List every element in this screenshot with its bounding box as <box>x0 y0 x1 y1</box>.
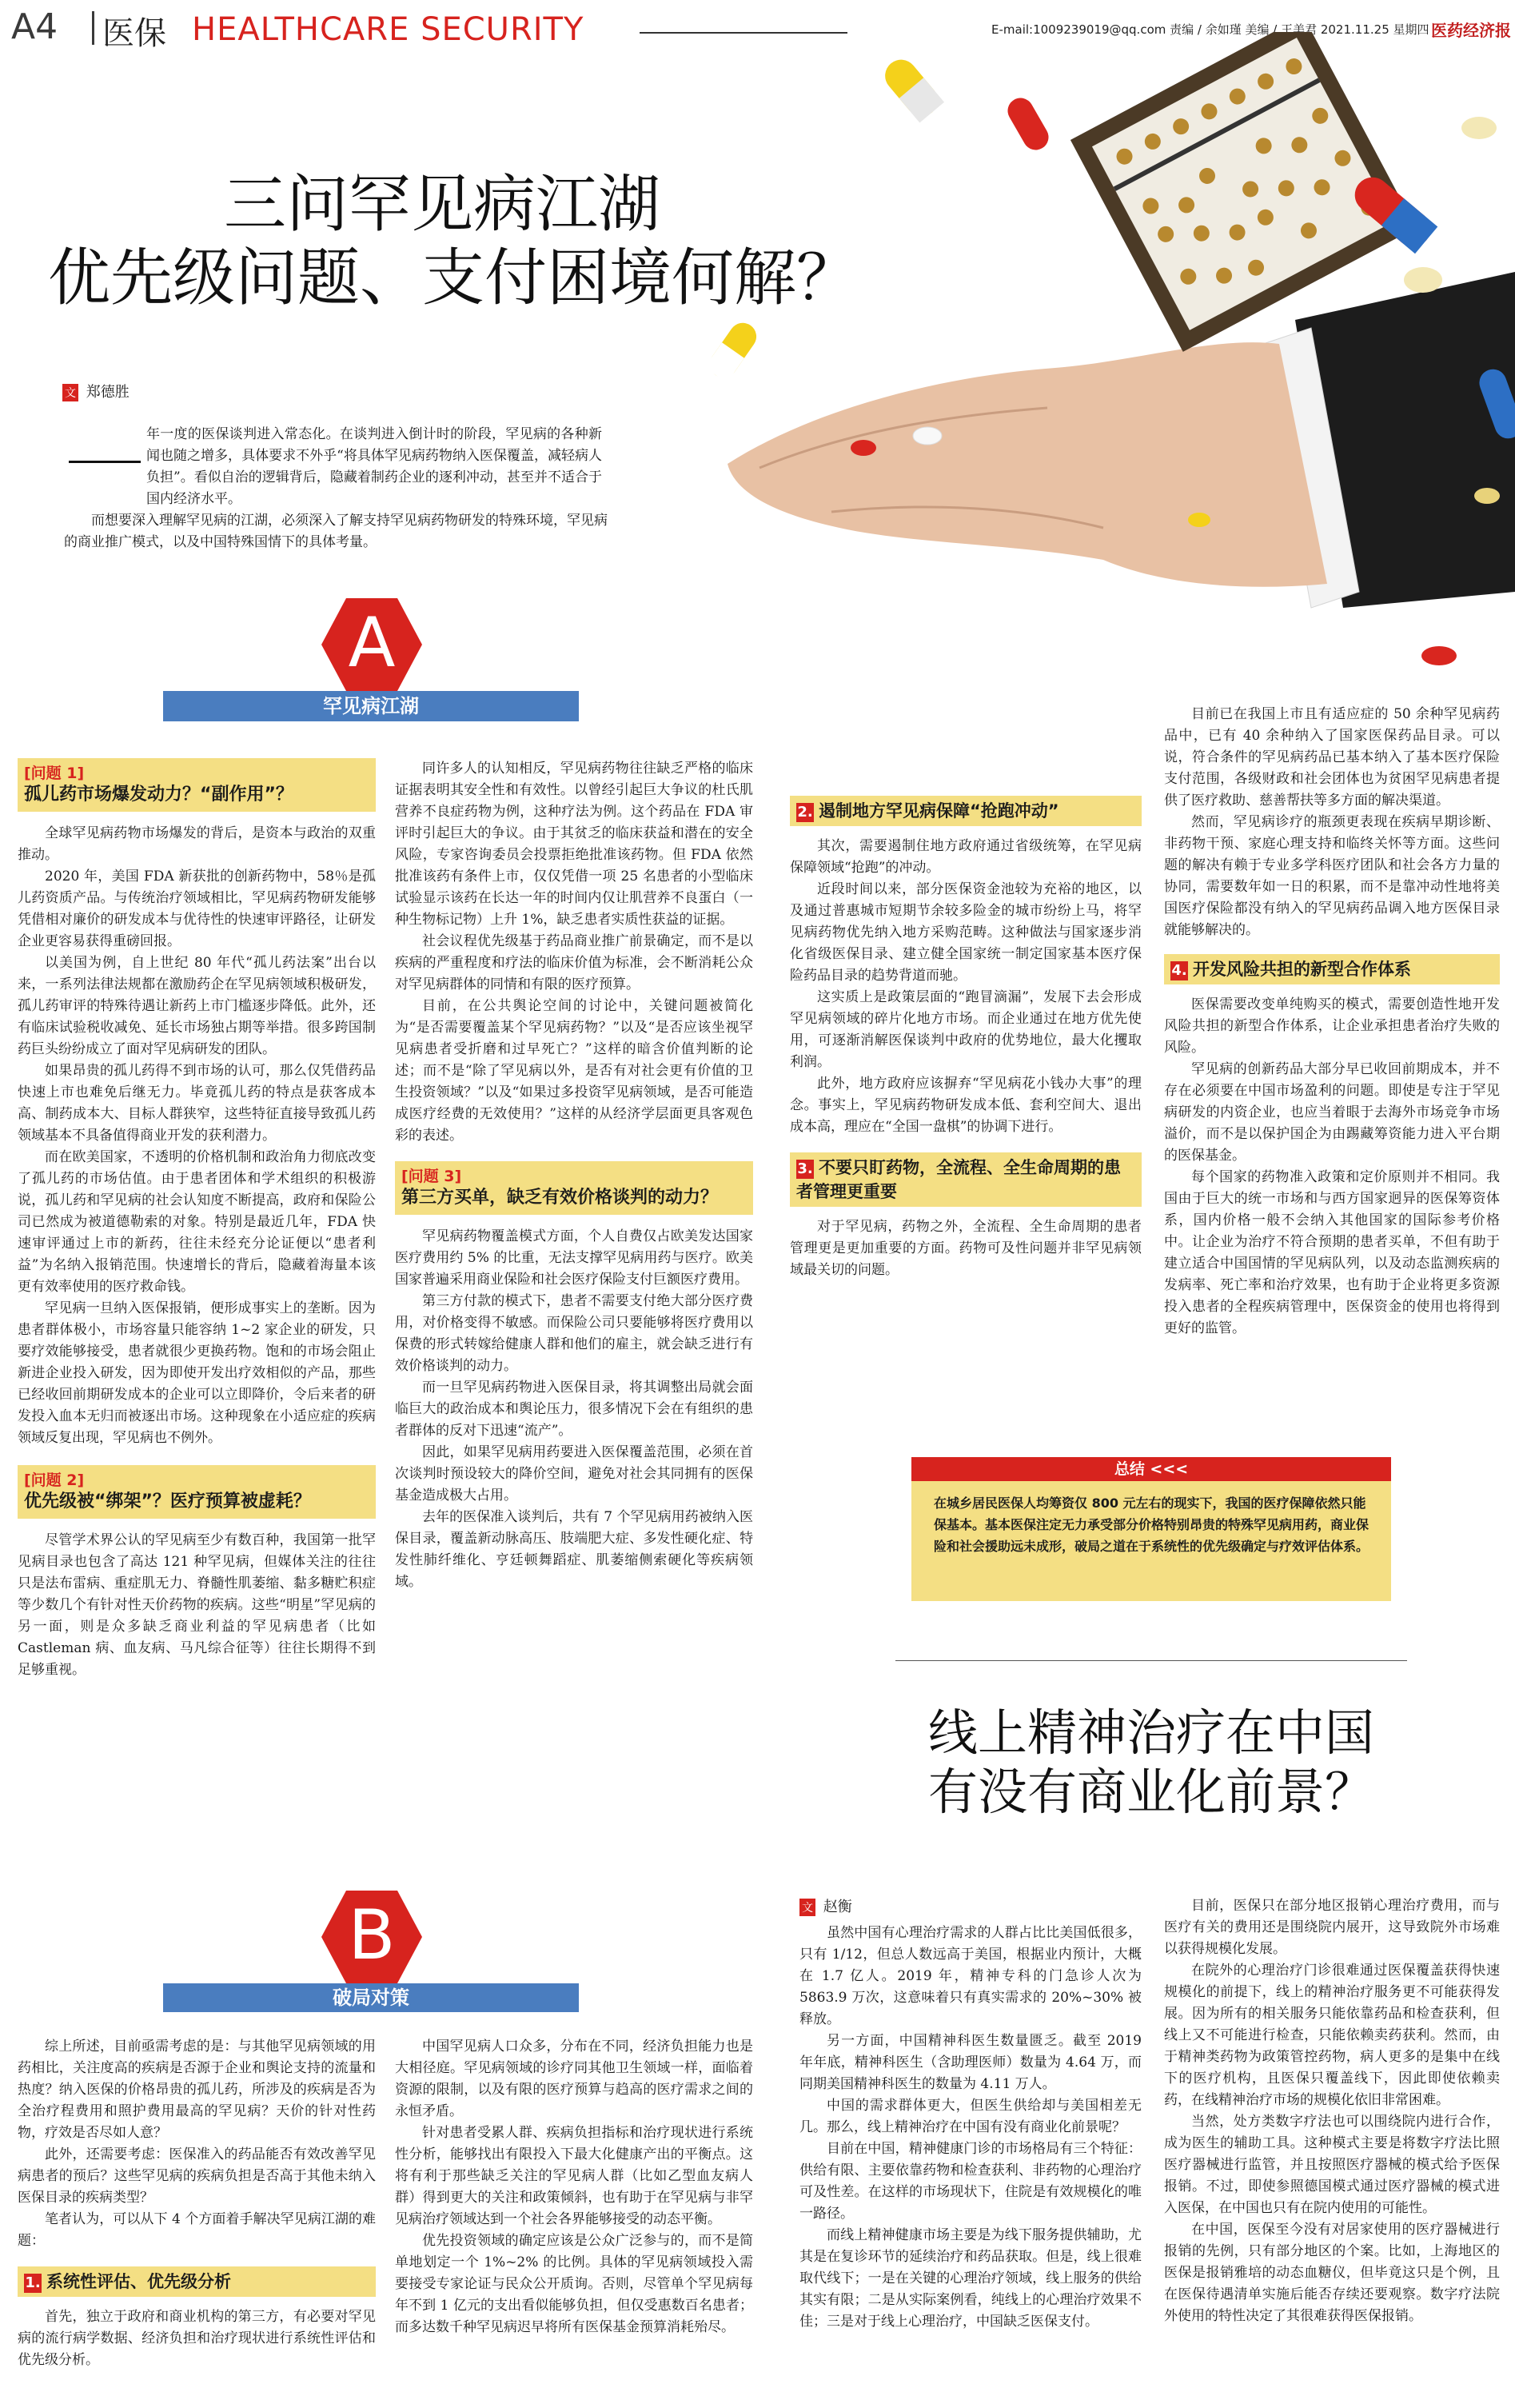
column-1 <box>18 758 376 1703</box>
question-2-text-part: 尽管学术界公认的罕见病至少有数百种，我国第一批罕见病目录也包含了高达 121 种罕见病，但媒体关注的往往只是法布雷病、重症肌无力、脊髓性肌萎缩、黏多糖贮积症等少数几个有针对性天价药物的疾病。这些“明星”罕见病的另一面，则是众多缺乏商业利益的罕见病患者（比如 Castleman 病、血友病、马凡综合征等）往往长期得不到足够重视。 <box>18 1532 376 1678</box>
question-2-text-cont: 同许多人的认知相反，罕见病药物往往缺乏严格的临床证据表明其安全性和有效性。以曾经引起巨大争议的杜氏肌营养不良症药物为例，这种疗法为例。这个药品在 FDA 审评时引起巨大的争议。由于其贫乏的临床获益和潜在的安全风险，专家咨询委员会投票拒绝批准该药物。但 FDA 依然批准该药有条件上市，仅仅凭借一项 25 名患者的小型临床试验显示该药在长达一年的时间内仅让肌营养不良蛋白（一种生物标记物）上升 1%，缺乏患者实质性获益的证据。 社会议程优先级基于药品商业推广前景确定，而不是以疾病的严重程度和疗法的临床价值为标准，会不断消耗公众对罕见病群体的同情和有限的医疗预算。 目前，在公共舆论空间的讨论中，关键问题被简化为“是否需要覆盖某个罕见病药物？”以及“是否应该坐视罕见病患者受折磨和过早死亡？”这样的暗含价值判断的论述；而不是“除了罕见病以外，是否有对社会更有价值的卫生投资领域？”以及“如果过多投资罕见病领域，是否可能造成医疗经费的无效使用？”这样的从经济学层面更具客观色彩的表述。 <box>395 761 753 1144</box>
lead-paragraph-2: 而想要深入理解罕见病的江湖，必须深入了解支持罕见病药物研发的特殊环境，罕见病的商业推广模式，以及中国特殊国情下的具体考量。 <box>64 513 608 550</box>
article1-title-line2: 优先级问题、支付困境何解？ <box>48 242 859 314</box>
question-3-label: [问题 3] <box>401 1168 462 1185</box>
solution-4-number: 4. <box>1171 962 1187 979</box>
summary-label: 总结 <<< <box>911 1457 1391 1481</box>
question-2-box <box>18 1465 376 1519</box>
section-b-title-bar: 破局对策 <box>163 1983 579 2012</box>
pill-icon <box>704 317 761 383</box>
question-2-title: 优先级被“绑架”？医疗预算被虚耗？ <box>24 1492 311 1511</box>
author-mark: 文 <box>62 384 78 401</box>
article2-author-mark: 文 <box>799 1899 815 1916</box>
hero-illustration <box>496 32 1515 696</box>
section-a-title-bar: 罕见病江湖 <box>163 691 579 721</box>
column-4 <box>1164 704 1500 1408</box>
article2-byline <box>799 1895 852 1916</box>
section-b-column-1 <box>18 2036 376 2400</box>
question-1-text: 全球罕见病药物市场爆发的背后，是资本与政治的双重推动。 2020 年，美国 FDA 新获批的创新药物中，58％是孤儿药资质产品。与传统治疗领域相比，罕见病药物研发能够凭借相对廉价的研发成本与优待性的快速审评路径，让研发企业更容易获得重磅回报。 以美国为例，自上世纪 80 年代“孤儿药法案”出台以来，一系列法律法规都在激励药企在罕见病领域积极研发，孤儿药审评的特殊待遇让新药上市门槛逐步降低。此外，还有临床试验税收减免、延长市场独占期等举措。很多跨国制药巨头纷纷成立了面对罕见病研发的团队。 如果昂贵的孤儿药得不到市场的认可，那么仅凭借药品快速上市也难免后继无力。毕竟孤儿药的特点是获客成本高、制药成本大、目标人群狭窄，这些特征直接导致孤儿药领域基本不具备值得商业开发的获利潜力。 而在欧美国家，不透明的价格机制和政治角力彻底改变了孤儿药的市场估值。由于患者团体和学术组织的积极游说，孤儿药和罕见病的社会认知度不断提高，政府和保险公司已然成为被道德勒索的对象。特别是最近几年，FDA 快速审评通过上市的新药，往往未经充分论证便以“患者利益”为名纳入报销范围。快速增长的背后，隐藏着海量本该更有效率使用的医疗救命钱。 罕见病一旦纳入医保报销，便形成事实上的垄断。因为患者群体极小，市场容量只能容纳 1~2 家企业的研发，只要疗效能够接受，患者就很少更换药物。饱和的市场会阻止新进企业投入研发，因为即使开发出疗效相似的产品，那些已经收回前期研发成本的企业可以立即降价，令后来者的研发投入血本无归而被逐出市场。这种现象在小适应症的疾病领域反复出现，罕见病也不例外。 <box>18 825 376 1446</box>
section-b-intro: 综上所述，目前亟需考虑的是：与其他罕见病领域的用药相比，关注度高的疾病是否源于企业和舆论支持的流量和热度？纳入医保的价格昂贵的孤儿药，所涉及的疾病是否为全治疗程费用和照护费用最高的罕见病？天价的针对性药物，疗效是否尽如人意？ 此外，还需要考虑：医保准入的药品能否有效改善罕见病患者的预后？这些罕见病的疾病负担是否高于其他未纳入医保目录的疾病类型？ 笔者认为，可以从下 4 个方面着手解决罕见病江湖的难题： <box>18 2039 376 2249</box>
article2-title-line2: 有没有商业化前景？ <box>927 1763 1374 1821</box>
header-meta: E-mail:1009239019@qq.com 责编 / 余如瑾 美编 / 王美君 2021.11.25 星期四 <box>991 22 1429 37</box>
lead-paragraph-1: 年一度的医保谈判进入常态化。在谈判进入倒计时的阶段，罕见病的各种新闻也随之增多，具体要求不外乎“将具体罕见病药物纳入医保覆盖，减轻病人负担”。看似自治的逻辑背后，隐藏着制药企业的逐利冲动，甚至并不适合于国内经济水平。 <box>146 426 602 507</box>
article2-author-name: 赵衡 <box>823 1899 852 1915</box>
paper-logo: 医药经济报 <box>1431 21 1511 40</box>
lead-dash <box>69 461 141 463</box>
article2-title-line1: 线上精神治疗在中国 <box>927 1703 1374 1762</box>
question-2-label: [问题 2] <box>24 1472 85 1489</box>
solution-1-heading <box>18 2266 376 2297</box>
question-3-text: 罕见病药物覆盖模式方面，个人自费仅占欧美发达国家医疗费用约 5% 的比重，无法支撑罕见病用药与医疗。欧美国家普遍采用商业保险和社会医疗保险支付巨额医疗费用。 第三方付款的模式下，患者不需要支付绝大部分医疗费用，对价格变得不敏感。而保险公司只要能够将医疗费用以保费的形式转嫁给健康人群和他们的雇主，就会缺乏进行有效价格谈判的动力。 而一旦罕见病药物进入医保目录，将其调整出局就会面临巨大的政治成本和舆论压力，很多情况下会在有组织的患者群体的反对下迅速“流产”。 因此，如果罕见病用药要进入医保覆盖范围，必须在首次谈判时预设较大的降价空间，避免对社会其同拥有的医保基金造成极大占用。 去年的医保准入谈判后，共有 7 个罕见病用药被纳入医保目录，覆盖新动脉高压、肢端肥大症、多发性硬化症、特发性肺纤维化、亨廷顿舞蹈症、肌萎缩侧索硬化等疾病领域。 <box>395 1228 753 1590</box>
pill-icon <box>1003 94 1054 155</box>
solution-4-title: 开发风险共担的新型合作体系 <box>1193 960 1411 979</box>
section-a-letter: A <box>348 603 396 683</box>
solution-3-number: 3. <box>797 1160 813 1177</box>
question-1-box <box>18 758 376 812</box>
question-3-box <box>395 1161 753 1215</box>
article1-title-line1: 三问罕见病江湖 <box>224 169 661 241</box>
section-b-column-2 <box>395 2036 753 2400</box>
article1-byline <box>62 381 130 401</box>
solution-3-title: 不要只盯药物，全流程、全生命周期的患者管理更重要 <box>796 1158 1121 1201</box>
section-b-letter: B <box>348 1895 396 1975</box>
question-1-label: [问题 1] <box>24 765 85 782</box>
solution-1-number: 1. <box>25 2274 41 2291</box>
article1-title <box>48 168 1007 315</box>
solution-2-number: 2. <box>797 804 813 821</box>
question-1-title: 孤儿药市场爆发动力？“副作用”？ <box>24 785 293 805</box>
header-divider <box>92 11 94 45</box>
article2-top-rule <box>895 1660 1407 1661</box>
pill-icon <box>1404 117 1497 293</box>
solution-1-title: 系统性评估、优先级分析 <box>46 2272 231 2291</box>
solution-3-heading <box>790 1152 1142 1207</box>
hand-icon <box>728 342 1327 587</box>
solution-4-heading <box>1164 954 1500 984</box>
section-name-cn: 医保 <box>102 15 166 52</box>
solution-1-text-part: 首先，独立于政府和商业机构的第三方，有必要对罕见病的流行病学数据、经济负担和治疗现状进行系统性评估和优先级分析。 <box>18 2309 376 2368</box>
solution-2-title: 遏制地方罕见病保障“抢跑冲动” <box>819 801 1059 821</box>
solution-2-heading <box>790 796 1142 826</box>
summary-text: 在城乡居民医保人均筹资仅 800 元左右的现实下，我国的医疗保障依然只能保基本。基本医保注定无力承受部分价格特别昂贵的特殊罕见病用药，商业保险和社会援助远未成形，破局之道在于系统性的优先级确定与疗效评估体系。 <box>934 1496 1369 1554</box>
column-3 <box>790 704 1142 1408</box>
pill-icon <box>879 54 944 123</box>
solution-1-text-cont: 中国罕见病人口众多，分布在不同，经济负担能力也是大相径庭。罕见病领域的诊疗同其他卫生领域一样，面临着资源的限制，以及有限的医疗预算与趋高的医疗需求之间的永恒矛盾。 针对患者受累人群、疾病负担指标和治疗现状进行系统性分析，能够找出有限投入下最大化健康产出的平衡点。这将有利于那些缺乏关注的罕见病人群（比如乙型血友病人群）得到更大的关注和政策倾斜，也有助于在罕见病与非罕见病治疗领域达到一个社会各界能够接受的动态平衡。 优先投资领域的确定应该是公众广泛参与的，而不是简单地划定一个 1%~2% 的比例。具体的罕见病领域投入需要接受专家论证与民众公开质询。否则，尽管单个罕见病每年不到 1 亿元的支出看似能够负担，但仅受惠数百名患者；而多达数千种罕见病迟早将所有医保基金预算消耗殆尽。 <box>395 2039 753 2335</box>
author-name: 郑德胜 <box>86 384 130 401</box>
solution-4-text: 医保需要改变单纯购买的模式，需要创造性地开发风险共担的新型合作体系，让企业承担患者治疗失败的风险。 罕见病的创新药品大部分早已收回前期成本，并不存在必须要在中国市场盈利的问题。即使是专注于罕见病研发的内资企业，也应当着眼于去海外市场竞争市场溢价，而不是以保护国企为由踢藏筹资能力进入平台期的医保基金。 每个国家的药物准入政策和定价原则并不相同。我国由于巨大的统一市场和与西方国家迥异的医保筹资体系，国内价格一般不会纳入其他国家的国际参考价格中。让企业为治疗不符合预期的患者买单，不但有助于建立适合中国国情的罕见病队列，以及动态监测疾病的发病率、死亡率和治疗效果，也有助于企业将更多资源投入患者的全程疾病管理中，医保资金的使用也将得到更好的监管。 <box>1164 996 1500 1336</box>
column-2 <box>395 758 753 1593</box>
article2-column-2: 目前，医保只在部分地区报销心理治疗费用，而与医疗有关的费用还是围绕院内展开，这导致院外市场难以获得规模化发展。 在院外的心理治疗门诊很难通过医保覆盖获得快速规模化的前提下，线上的精神治疗服务更不可能获得发展。因为所有的相关服务只能依靠药品和检查获利，但线上又不可能进行检查，只能依赖卖药获利。然而，由于精神类药物为政策管控药物，病人更多的是集中在线下的医疗机构，且医保只覆盖线下，因此即使依赖卖药，在线精神治疗市场的规模化依旧非常困难。 当然，处方类数字疗法也可以围绕院内进行合作，成为医生的辅助工具。这种模式主要是将数字疗法比照医疗器械进行监管，并且按照医疗器械的模式给予医保报销。不过，即使参照德国模式通过医疗器械的模式进入医保，在中国也只有在院内使用的可能性。 在中国，医保至今没有对居家使用的医疗器械进行报销的先例，只有部分地区的个案。比如，上海地区的医保是报销雅培的动态血糖仪，但毕竟这只是个例，且在医保待遇清单实施后能否存续还要观察。数字疗法院外使用的特性决定了其很难获得医保报销。 <box>1164 1898 1500 2324</box>
article2-title <box>799 1703 1503 1822</box>
article2-column-1: 虽然中国有心理治疗需求的人群占比比美国低很多，只有 1/12，但总人数远高于美国，根据业内预计，大概在 1.7 亿人。2019 年，精神专科的门急诊人次为 5863.9 万次，这意味着只有真实需求的 20%~30% 被释放。 另一方面，中国精神科医生数量匮乏。截至 2019 年年底，精神科医生（含助理医师）数量为 4.64 万，而同期美国精神科医生的数量为 4.11 万人。 中国的需求群体更大，但医生供给却与美国相差无几。那么，线上精神治疗在中国有没有商业化前景呢？ 目前在中国，精神健康门诊的市场格局有三个特征：供给有限、主要依靠药物和检查获利、非药物的心理治疗可及性差。在这样的市场现状下，住院是有效规模化的唯一路径。 而线上精神健康市场主要是为线下服务提供辅助，尤其是在复诊环节的延续治疗和药品获取。但是，线上很难取代线下；一是在关键的心理治疗领域，线上服务的供给其实有限；二是从实际案例看，纯线上的心理治疗效果不佳；三是对于线上心理治疗，中国缺乏医保支付。 <box>799 1925 1142 2330</box>
solution-3-text-part: 对于罕见病，药物之外，全流程、全生命周期的患者管理更是更加重要的方面。药物可及性问题并非罕见病领域最关切的问题。 <box>790 1219 1142 1278</box>
solution-2-text: 其次，需要遏制住地方政府通过省级统筹，在罕见病保障领域“抢跑”的冲动。 近段时间以来，部分医保资金池较为充裕的地区，以及通过普惠城市短期节余较多险金的城市纷纷上马，将罕见病药物优先纳入地方采购范畴。这种做法与国家逐步消化省级医保目录、建立健全国家统一制定国家基本医疗保险药品目录的趋势背道而驰。 这实质上是政策层面的“跑冒滴漏”，发展下去会形成罕见病领域的碎片化地方市场。而企业通过在地方优先使用，可逐渐消解医保谈判中政府的优势地位，最大化攫取利润。 此外，地方政府应该摒弃“罕见病花小钱办大事”的理念。事实上，罕见病药物研发成本低、套利空间大、退出成本高，理应在“全国一盘棋”的协调下进行。 <box>790 838 1142 1135</box>
section-name-en: HEALTHCARE SECURITY <box>192 11 584 48</box>
question-3-title: 第三方买单，缺乏有效价格谈判的动力？ <box>401 1188 719 1208</box>
solution-3-text-cont: 目前已在我国上市且有适应症的 50 余种罕见病药品中，已有 40 余种纳入了国家医保药品目录。可以说，符合条件的罕见病药品已基本纳入了基本医疗保险支付范围，各级财政和社会团体也为贫困罕见病患者提供了医疗救助、慈善帮扶等多方面的解决渠道。 然而，罕见病诊疗的瓶颈更表现在疾病早期诊断、非药物干预、家庭心理支持和临终关怀等方面。这些问题的解决有赖于专业多学科医疗团队和社会各方力量的协同，需要数年如一日的积累，而不是靠冲动性地将美国医疗保险都没有纳入的罕见病药品调入地方医保目录就能够解决的。 <box>1164 706 1500 938</box>
page-number: A4 <box>11 6 58 47</box>
